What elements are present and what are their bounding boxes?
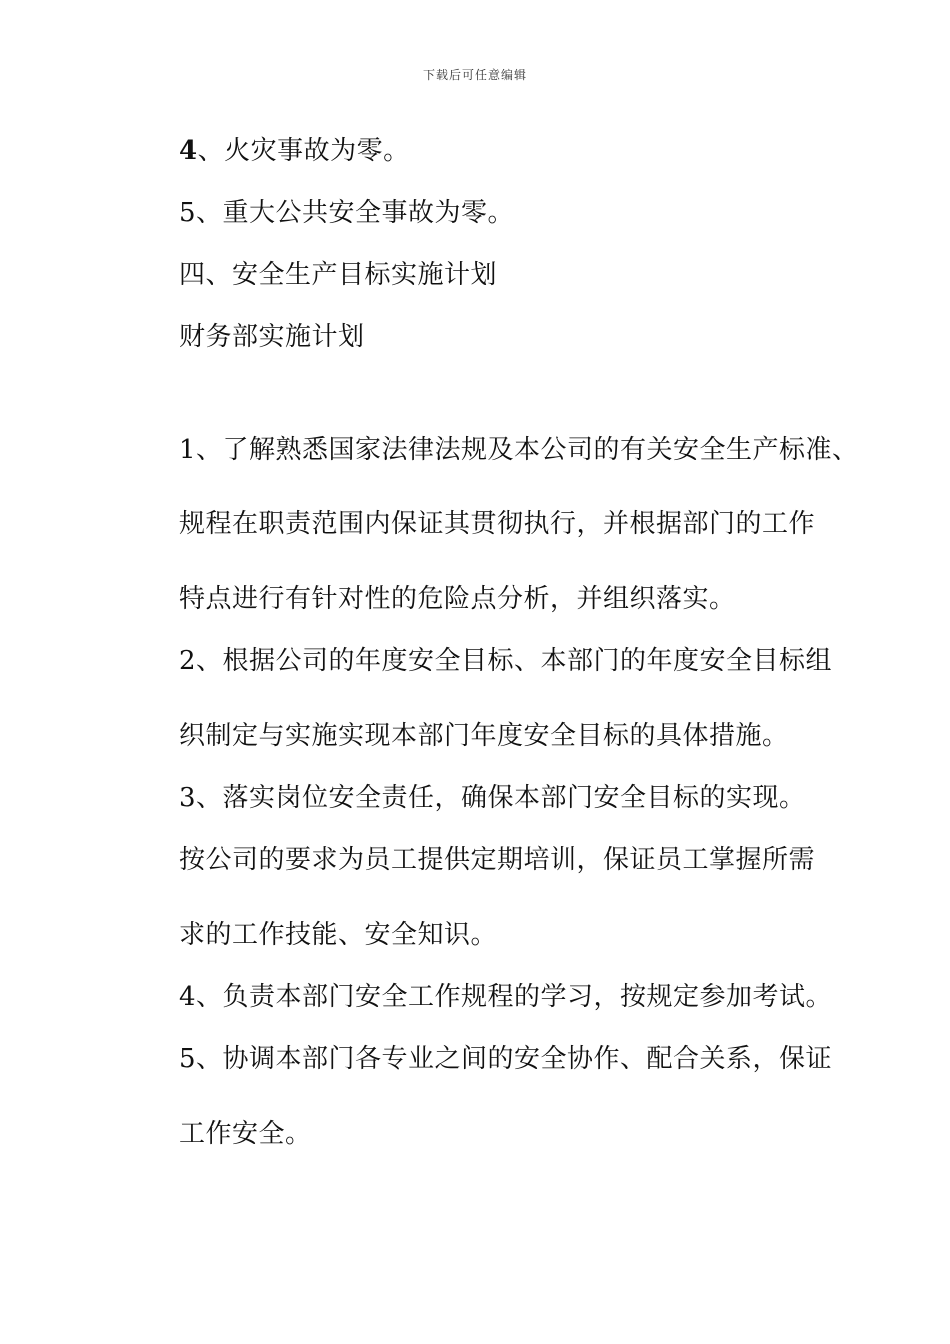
plan-item-2-line-2: 织制定与实施实现本部门年度安全目标的具体措施。 (179, 721, 789, 751)
header-note: 下载后可任意编辑 (422, 68, 527, 82)
plan-item-5-line-1: 5、协调本部门各专业之间的安全协作、配合关系，保证 (179, 1044, 833, 1074)
plan-item-3-line-2: 按公司的要求为员工提供定期培训，保证员工掌握所需 (179, 845, 816, 875)
goal-line-4-text: 、火灾事故为零。 (197, 136, 410, 166)
plan-item-1-line-3: 特点进行有针对性的危险点分析，并组织落实。 (179, 584, 736, 614)
plan-item-3-line-1: 3、落实岗位安全责任，确保本部门安全目标的实现。 (179, 783, 806, 813)
subsection-heading: 财务部实施计划 (179, 322, 365, 352)
goal-line-4 (179, 134, 410, 168)
goal-line-5: 5、重大公共安全事故为零。 (179, 198, 515, 228)
plan-item-4-line-1: 4、负责本部门安全工作规程的学习，按规定参加考试。 (179, 982, 833, 1012)
goal-line-4-number: 4 (179, 136, 198, 166)
plan-item-5-line-2: 工作安全。 (179, 1119, 312, 1149)
plan-item-1-line-1: 1、了解熟悉国家法律法规及本公司的有关安全生产标准、 (179, 435, 859, 465)
section-heading: 四、安全生产目标实施计划 (179, 260, 498, 290)
plan-item-2-line-1: 2、根据公司的年度安全目标、本部门的年度安全目标组 (179, 646, 833, 676)
plan-item-1-line-2: 规程在职责范围内保证其贯彻执行，并根据部门的工作 (179, 509, 816, 539)
plan-item-3-line-3: 求的工作技能、安全知识。 (179, 920, 498, 950)
